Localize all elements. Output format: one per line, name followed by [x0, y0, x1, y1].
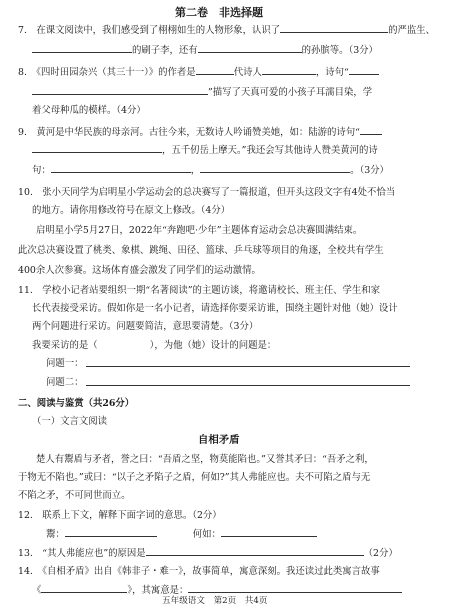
question-11-line-4: 我要采访的是（ ），为他（她）设计的问题是： [32, 340, 277, 351]
question-9-line-2: ，五千仞岳上摩天。”我还会写其他诗人赞美黄河的诗 [32, 142, 378, 156]
report-paragraph-line-1: 启明星小学5月27日，2022年“奔跑吧·少年”主题体育运动会总决赛圆满结束。 [36, 225, 363, 236]
report-paragraph-line-2: 此次总决赛设置了桃类、象棋、跳绳、田径、篮球、乒乓球等项目的角逐，全校共有学生 [18, 245, 384, 256]
section-title: 第二卷 非选择题 [175, 6, 263, 19]
question-8-line-1: 8. 《四时田园杂兴（其三十一）》的作者是 代诗人 ，诗句“ [18, 64, 379, 78]
question-12-line-1: 12. 联系上下文，解释下面字词的意思。（2分） [18, 510, 222, 521]
question-14-line-1: 14. 《自相矛盾》出自《韩非子・难一》，故事简单，寓意深刻。我还读过此类寓言故事 [18, 566, 380, 577]
question-one-answer-line[interactable] [86, 366, 410, 367]
question-12-line-2: 鬻： 何如： [46, 526, 317, 540]
answer-blank[interactable] [32, 85, 208, 95]
answer-blank[interactable] [146, 546, 364, 556]
part-2-subtitle: （一）文言文阅读 [32, 416, 108, 427]
story-line-1: 楚人有鬻盾与矛者，誉之曰：“吾盾之坚，物莫能陷也。”又誉其矛曰：“吾矛之利， [36, 454, 374, 465]
answer-blank[interactable] [360, 125, 382, 135]
answer-blank[interactable] [41, 583, 127, 593]
story-line-3: 不陷之矛，不可同世而立。 [18, 490, 131, 501]
answer-blank[interactable] [280, 23, 388, 33]
question-9-line-1: 9. 黄河是中华民族的母亲河。古往今来，无数诗人吟诵赞美她，如：陆游的诗句“ [18, 124, 382, 138]
question-11-line-1: 11. 学校小记者站要组织一期“名著阅读”的主题访谈，将邀请校长、班主任、学生和家 [18, 285, 380, 296]
story-title: 自相矛盾 [198, 434, 240, 446]
answer-blank[interactable] [200, 163, 350, 173]
answer-blank[interactable] [221, 527, 317, 537]
story-line-2: 于物无不陷也。”或曰：“以子之矛陷子之盾，何如?”其人弗能应也。夫不可陷之盾与无 [18, 472, 371, 483]
question-10-line-1: 10. 张小天同学为启明星小学运动会的总决赛写了一篇报道，但开头这段文字有4处不恰当 [18, 187, 396, 198]
answer-blank[interactable] [262, 65, 316, 75]
answer-blank[interactable] [65, 527, 157, 537]
question-14-line-2: 《 》，其寓意是： [32, 582, 402, 596]
question-8-line-2: ”描写了天真可爱的小孩子耳濡目染，学 [32, 84, 372, 98]
question-one-label: 问题一： [46, 358, 84, 369]
page-footer: 五年级语文 第2页 共4页 [162, 596, 268, 606]
question-8-line-3: 着父母种瓜的模样。（4分） [32, 105, 146, 116]
question-two-answer-line[interactable] [86, 385, 410, 386]
answer-blank[interactable] [32, 43, 132, 53]
question-13: 13. “其人弗能应也”的原因是 （2分） [18, 548, 398, 559]
answer-blank[interactable] [32, 143, 162, 153]
answer-blank[interactable] [188, 583, 402, 593]
question-10-line-2: 的地方。请你用修改符号在原文上修改。（4分） [32, 205, 231, 216]
part-2-title: 二、阅读与鉴赏（共26分） [18, 398, 135, 409]
question-9-line-3: 句： ， 。（3分） [32, 165, 389, 176]
report-paragraph-line-3: 400余人次参赛。这场体育盛会激发了同学们的运动激情。 [18, 265, 261, 276]
answer-blank[interactable] [349, 65, 379, 75]
question-7-line-1: 7. 在课文阅读中，我们感受到了栩栩如生的人物形象，认识了 的严监生、 [18, 25, 435, 36]
question-11-line-3: 两个问题进行采访。问题要简洁，意思要清楚。（3分） [32, 321, 259, 332]
answer-blank[interactable] [196, 65, 234, 75]
question-7-line-2: 的刷子李，还有 的孙膑等。（3分） [32, 42, 378, 56]
answer-blank[interactable] [51, 163, 191, 173]
answer-blank[interactable] [198, 43, 302, 53]
question-two-label: 问题二： [46, 377, 84, 388]
question-11-line-2: 长代表接受采访。假如你是一名小记者，请选择你要采访谁，围绕主题针对他（她）设计 [32, 303, 398, 314]
